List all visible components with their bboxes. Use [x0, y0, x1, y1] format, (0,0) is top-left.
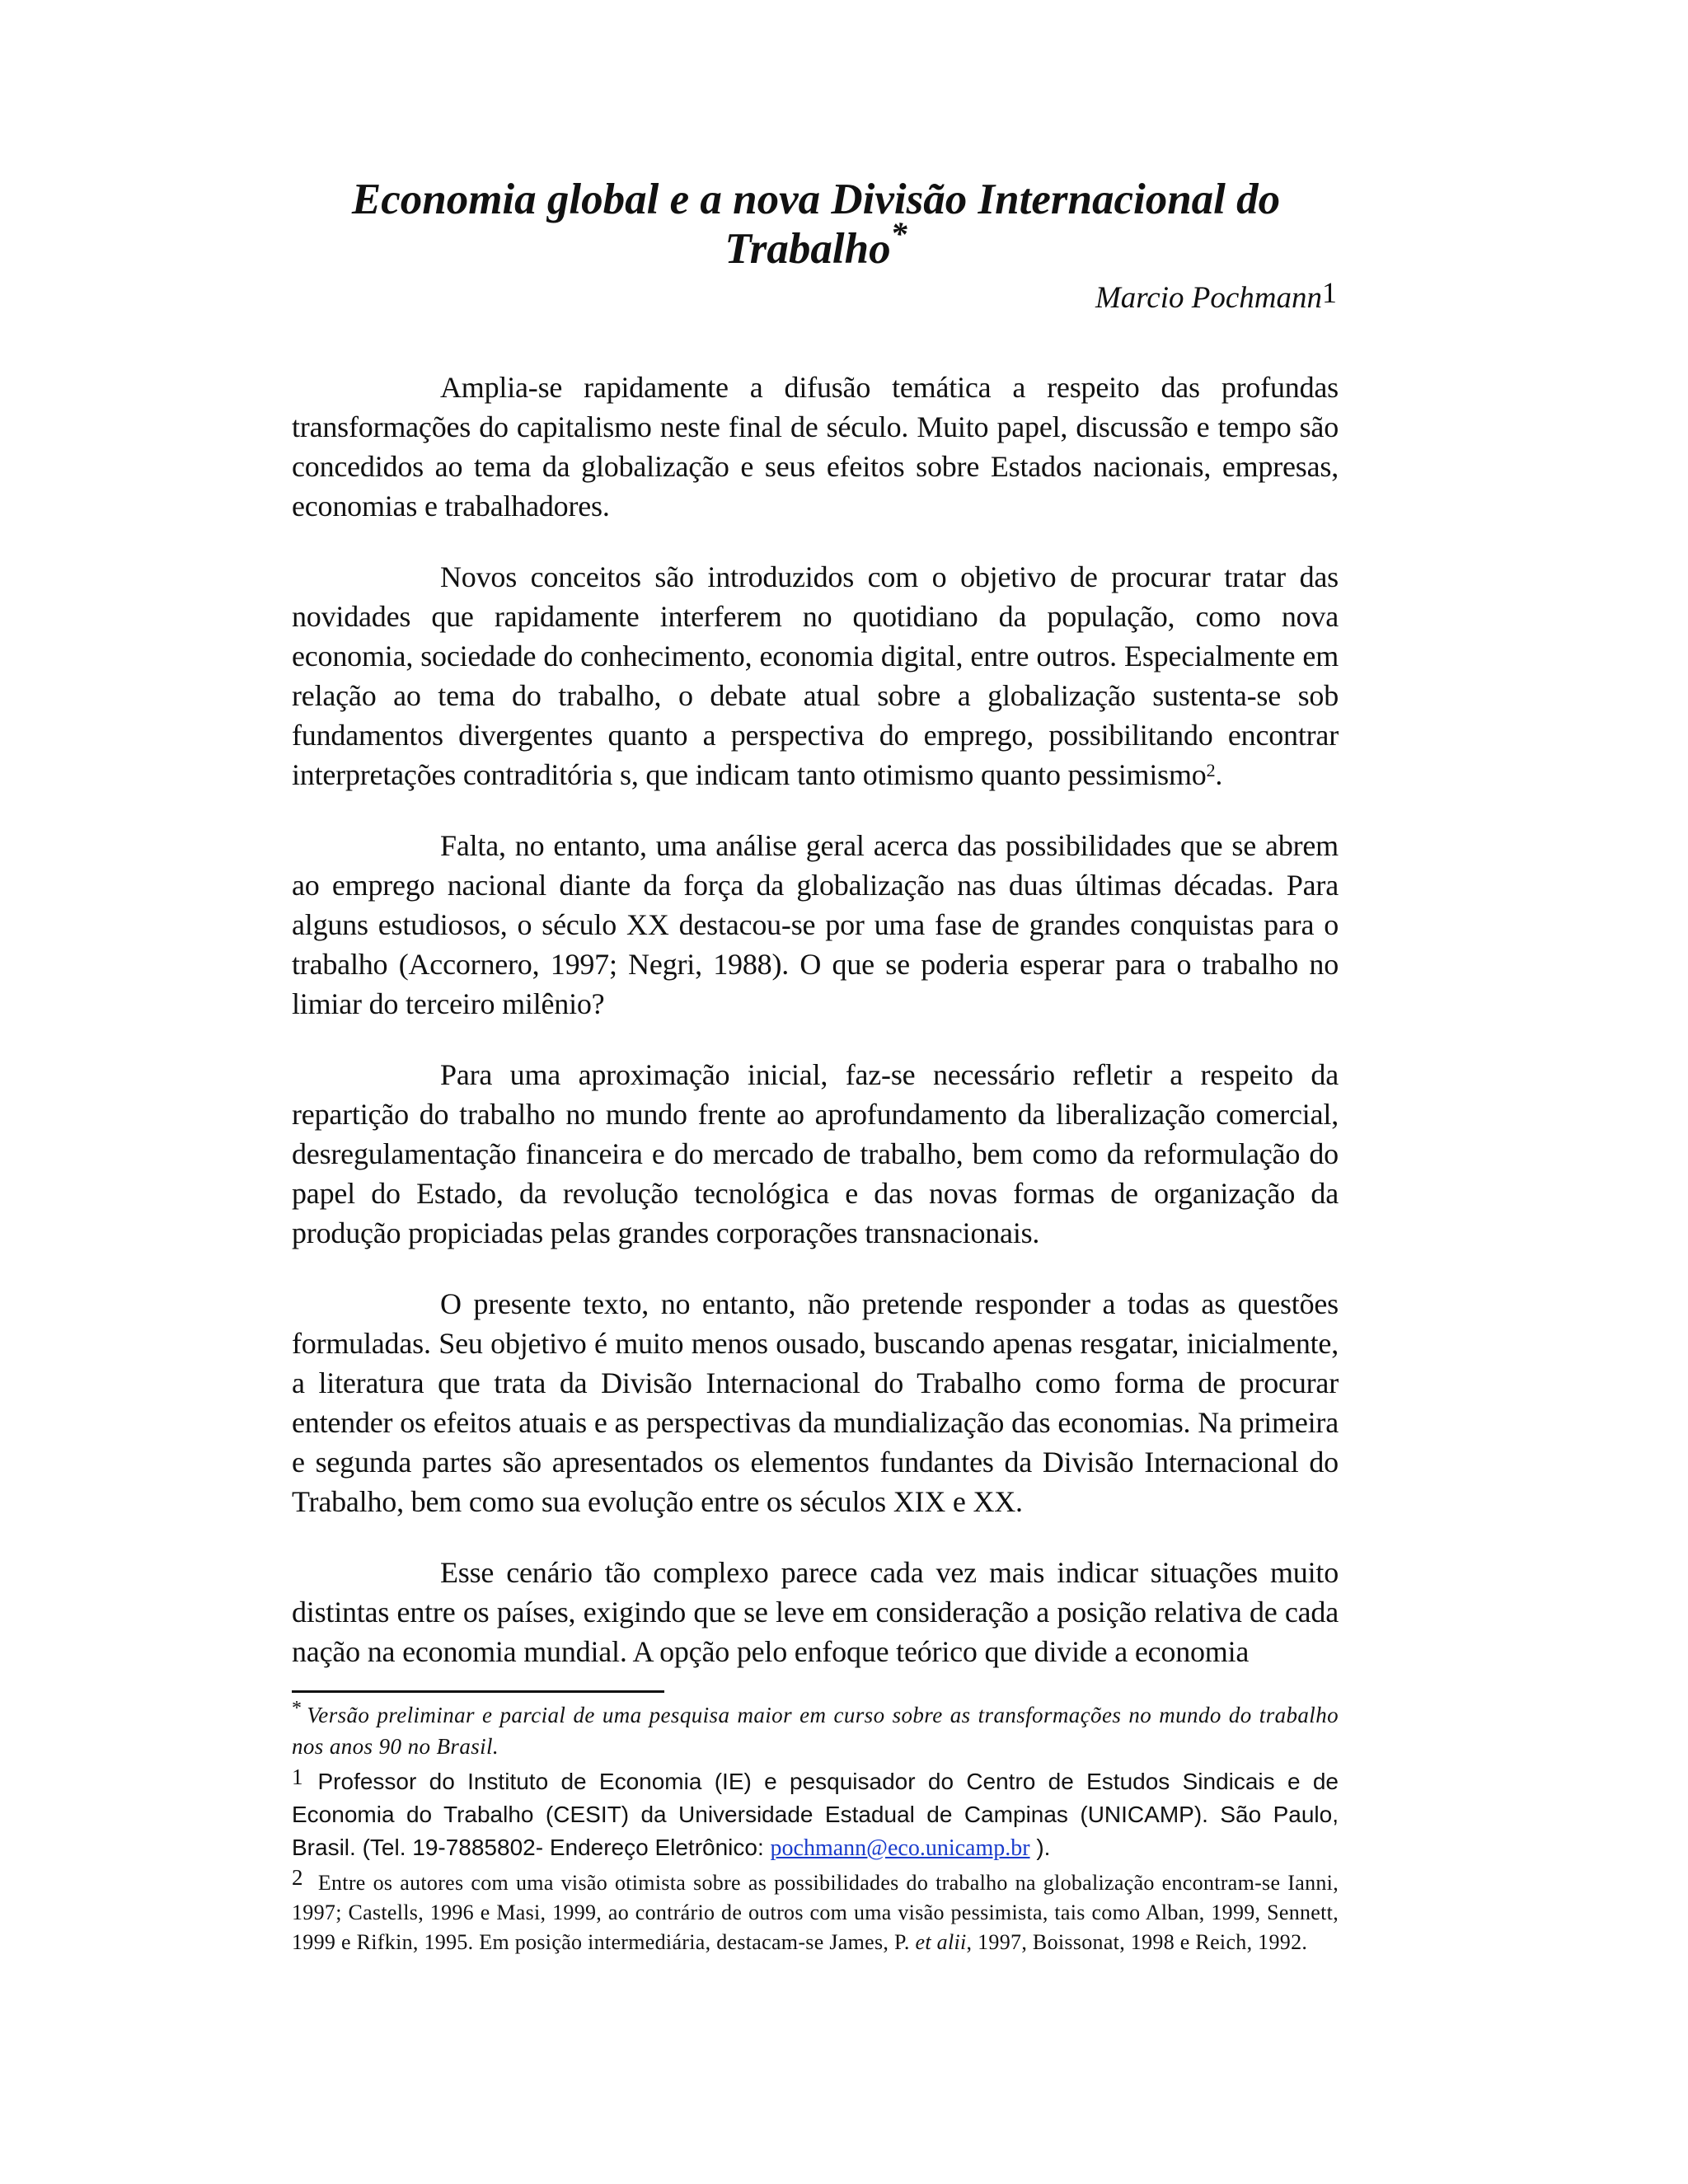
- paragraph-6: Esse cenário tão complexo parece cada vez mais indicar situações muito distintas entre os países, exigindo que se leve em consideração a posição relativa de cada nação na economia mundial. A opção pelo enfoque teórico que divide a economia: [292, 1556, 1339, 1668]
- footnotes: [292, 1699, 1339, 1961]
- footnote-1-end: ).: [1036, 1835, 1051, 1860]
- title-line-2-text: Trabalho: [724, 225, 891, 273]
- footnote-1-mark: 1: [292, 1765, 303, 1789]
- body-text: [292, 368, 1339, 1703]
- paragraph-2-text: Novos conceitos são introduzidos com o objetivo de procurar tratar das novidades que rapidamente interferem no quotidiano da população, como nova economia, sociedade do conhecimento, economia digital, entre outros. Especialmente em relação ao tema do trabalho, o debate atual sobre a globalização sustenta-se sob fundamentos divergentes quanto a perspectiva do emprego, possibilitando encontrar interpretações contraditória s, que indicam tanto otimismo quanto pessimismo: [292, 560, 1339, 791]
- author-footnote-mark[interactable]: 1: [1322, 276, 1337, 309]
- footnote-2-mark: 2: [292, 1865, 303, 1890]
- footnote-2-italic: et alii: [915, 1930, 967, 1954]
- paragraph-3: Falta, no entanto, uma análise geral acerca das possibilidades que se abrem ao emprego nacional diante da força da globalização nas duas últimas décadas. Para alguns estudiosos, o século XX destacou-se por uma fase de grandes conquistas para o trabalho (Accornero, 1997; Negri, 1988). O que se poderia esperar para o trabalho no limiar do terceiro milênio?: [292, 829, 1339, 1020]
- paragraph-4: Para uma aproximação inicial, faz-se necessário refletir a respeito da repartição do trabalho no mundo frente ao aprofundamento da liberalização comercial, desregulamentação financeira e do mercado de trabalho, bem como da reformulação do papel do Estado, da revolução tecnológica e das novas formas de organização da produção propiciadas pelas grandes corporações transnacionais.: [292, 1058, 1339, 1249]
- footnote-star: [292, 1699, 1339, 1762]
- footnote-1-text: Professor do Instituto de Economia (IE) e pesquisador do Centro de Estudos Sindicais e de Economia do Trabalho (CESIT) da Universidade Estadual de Campinas (UNICAMP). São Paulo, Brasil. (Tel. 19-7885802- Endereço Eletrônico:: [292, 1769, 1339, 1860]
- paragraph-2-footnote-mark[interactable]: 2: [1206, 760, 1216, 780]
- footnote-separator: [292, 1690, 664, 1693]
- footnote-2: [292, 1865, 1339, 1957]
- paragraph-5: O presente texto, no entanto, não pretende responder a todas as questões formuladas. Seu objetivo é muito menos ousado, buscando apenas resgatar, inicialmente, a literatura que trata da Divisão Internacional do Trabalho como forma de procurar entender os efeitos atuais e as perspectivas da mundialização das economias. Na primeira e segunda partes são apresentados os elementos fundantes da Divisão Internacional do Trabalho, bem como sua evolução entre os séculos XIX e XX.: [292, 1287, 1339, 1518]
- footnote-2-text: Entre os autores com uma visão otimista sobre as possibilidades do trabalho na globalização encontram-se Ianni, 1997; Castells, 1996 e Masi, 1999, ao contrário de outros com uma visão pessimista, tais como Alban, 1999, Sennett, 1999 e Rifkin, 1995. Em posição intermediária, destacam-se James, P.: [292, 1871, 1339, 1954]
- paragraph-2: [292, 557, 1339, 794]
- paper-title: [280, 175, 1352, 274]
- title-line-1: Economia global e a nova Divisão Internacional do: [351, 176, 1281, 223]
- footnote-star-mark: *: [292, 1698, 302, 1719]
- footnote-2-end: , 1997, Boissonat, 1998 e Reich, 1992.: [966, 1930, 1308, 1954]
- author-name: Marcio Pochmann: [1095, 281, 1322, 315]
- title-footnote-mark[interactable]: *: [890, 215, 907, 252]
- footnote-star-text: Versão preliminar e parcial de uma pesquisa maior em curso sobre as transformações no mundo do trabalho nos anos 90 no Brasil.: [292, 1703, 1339, 1759]
- footnote-1: [292, 1765, 1339, 1865]
- paragraph-2-end: .: [1215, 758, 1223, 791]
- paragraph-1: Amplia-se rapidamente a difusão temática a respeito das profundas transformações do capitalismo neste final de século. Muito papel, discussão e tempo são concedidos ao tema da globalização e seus efeitos sobre Estados nacionais, empresas, economias e trabalhadores.: [292, 371, 1339, 523]
- author-line: [1095, 276, 1337, 316]
- author-email-link[interactable]: pochmann@eco.unicamp.br: [770, 1835, 1030, 1861]
- title-line-2: [280, 215, 1352, 274]
